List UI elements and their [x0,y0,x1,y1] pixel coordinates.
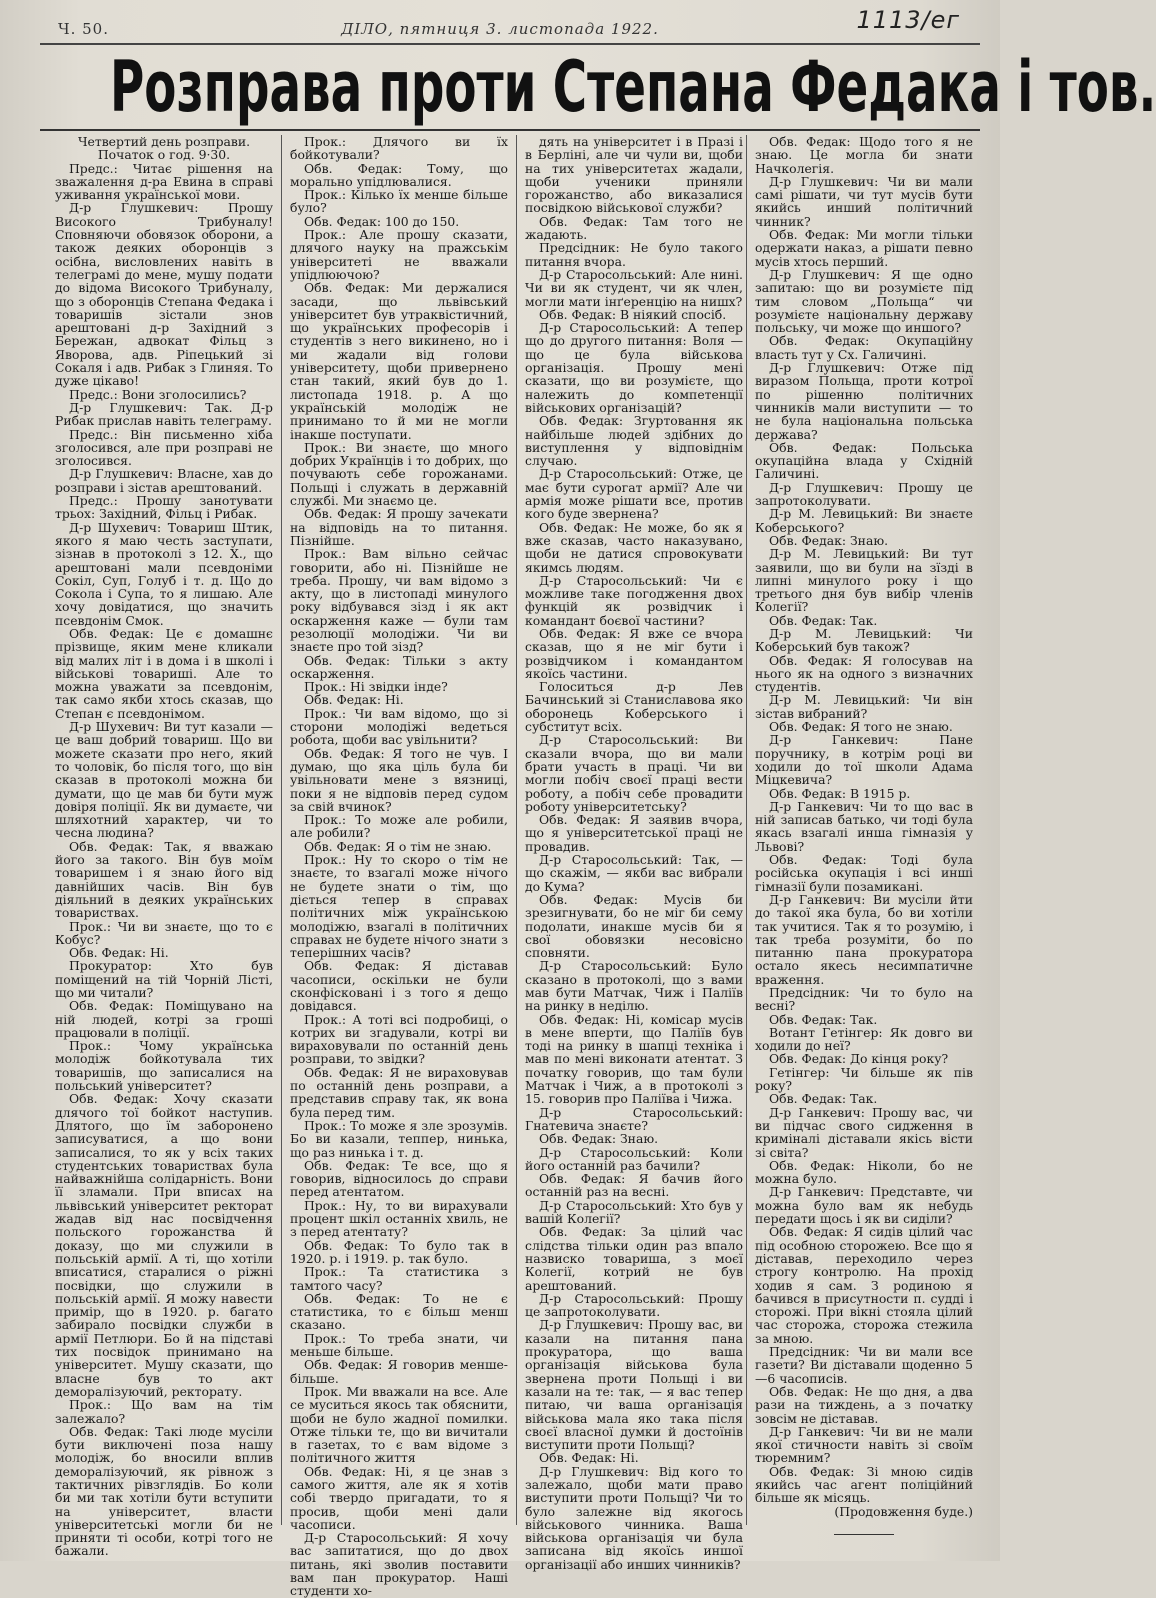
paragraph: Обв. Федак: Я о тім не знаю. [304,838,492,854]
paragraph: Д-р М. Левицький: Чи Коберський був також? [755,625,973,655]
column-divider [516,135,517,1525]
paragraph: Прок.: Длячого ви їх бойкотували? [290,134,508,163]
paragraph: Д-р Глушкевич: Прошу вас, ви казали на питання пана прокуратора, що ваша організація військова була звернена проти Польщі і ви казали на те: так, — я вас тепер питаю, чи ваша організація військова мала яко така після своєї власної думки й достоїнів виступити проти Польщі? [525,1317,743,1453]
paragraph: Прок.: Чи ви знаєте, що то є Кобус? [55,918,273,947]
paragraph: Обв. Федак: Так. [769,1011,878,1027]
paragraph: Обв. Федак: Знаю. [769,532,889,548]
paragraph: Д-р Глушкевич: Прошу Високого Трибуналу! Сповняючи обовязок оборони, а також деяких оборонців з осібна, висловлених навіть в телеграмі до мене, мушу подати до відома Високого Трибуналу, що з оборонців Степана Федака і товаришів зістали знов арештовані д-р Західний з Бережан, адвокат Фільц з Яворова, адв. Ріпецький зі Сокаля і адв. Рибак з Глиняя. То дуже цікаво! [55,200,273,389]
paragraph: Прок.: Чому українська молодіж бойкотувала тих товаришів, що записалися на польський університет? [55,1038,273,1094]
paragraph: Д-р М. Левицький: Чи він зістав вибраний? [755,692,973,721]
paragraph: Прок.: А тоті всі подробиці, о котрих ви згадували, котрі ви вираховували по останній день розправи, то звідки? [290,1011,508,1067]
paragraph: Д-р М. Левицький: Ви тут заявили, що ви були на зїзді в липні минулого року і що третього дня був вибір членів Колегії? [755,546,973,615]
paragraph: Д-р М. Левицький: Ви знаєте Коберського? [755,506,973,535]
article-headline: Розправа проти Степана Федака і тов. [110,46,1156,129]
paragraph: Д-р Глушкевич: Від кого то залежало, щоби мати право виступити проти Польщі? Чи то було залежне від якогось військового чинника. Ваша військова організація чи була записана від якоїсь иншої організації або инших чинників? [525,1463,743,1572]
top-divider [40,43,980,45]
paragraph: Обв. Федак: Я вже се вчора сказав, що я не міг бути і розвідчиком і командантом якоїсь частини. [525,625,743,681]
paragraph: Д-р Ганкевич: Чи ви не мали якої стичности навіть зі своїм тюремним? [755,1423,973,1466]
paragraph: Предс.: Він письменно хіба зголосився, але при розправі не зголосився. [55,426,273,469]
paragraph: Прок.: Ну то скоро о тім не знаєте, то взагалі може нічого не будете знати о тім, що діється тепер в справах політичних між українською молодіжю, взагалі в політичних справах не будете нічого знати з теперішних часів? [290,852,508,961]
paragraph: Обв. Федак: Хочу сказати длячого тої бойкот наступив. Длятого, що їм заборонено записуватися, а що вони записалися, то як у всіх таких студентських товариствах була найважнійша солідарність. Вони її зламали. При вписах на львівський університет ректорат жадав від нас посвідчення польского горожанства й доказу, що ми служили в польській армії. А ті, що хотіли вписатися, старалися о ріжні посвідки, що служили в польській армії. Я можу навести примір, що в 1920. р. багато забирало посвідки служби в армії Петлюри. Бо й на підставі тих посвідок принимано на університет. Мушу сказати, що власне був то акт деморалізуючий, ректорату. [55,1091,273,1399]
paragraph: Обв. Федак: Ні, я це знав з самого життя, але як я хотів собі твердо пригадати, то я просив, щоби мені дали часописи. [290,1463,508,1532]
column-3 [525,134,743,1572]
paragraph: Обв. Федак: Ні. [69,945,169,961]
paragraph: Д-р Глушкевич: Отже під виразом Польща, проти котрої по рішенню політичних чинників мали виступити — то не була національна польська держава? [755,360,973,442]
paragraph: Обв. Федак: Не що дня, а два рази на тиждень, а з початку зовсім не діставав. [755,1383,973,1426]
paragraph: Д-р Ганкевич: Пане поручнику, в котрім році ви ходили до тої школи Адама Міцкевича? [755,732,973,788]
paragraph: Обв. Федак: Так. [769,1091,878,1107]
paragraph: Обв. Федак: Я сидів цілий час під особною сторожею. Все що я діставав, переходило через строгу контролю. На прохід ходив я сам. З родиною я бачився в присутности п. судді і сторожі. При вікні стояла цілий час сторожа, сторожа стежила за мною. [755,1224,973,1346]
paragraph: Обв. Федак: Поміщувано на ній людей, котрі за гроші працювали в поліції. [55,998,273,1040]
paragraph: Обв. Федак: Зі мною сидів якийсь час агент поліційний більше як місяць. [755,1463,973,1506]
paragraph: Прокуратор: Хто був поміщений на тій Чорній Лісті, що ми читали? [55,958,273,1000]
column-1 [55,134,273,1559]
paragraph: Д-р Старосольський: А тепер що до другого питання: Воля — що це була військова організація. Прошу мені сказати, що ви розумієте, що належить до компетенції військових організацій? [525,320,743,415]
paragraph: (Продовження буде.) [834,1503,973,1519]
paragraph: Предсідник: Чи ви мали все газети? Ви діставали щоденно 5—6 часописів. [755,1344,973,1386]
paragraph: Д-р Старосольський: Але нині. Чи ви як студент, чи як член, могли мати інґеренцію на нишх? [525,266,743,309]
paragraph: Обв. Федак: Окупаційну власть тут у Сх. Галичині. [755,333,973,362]
paragraph: Голоситься д-р Лев Бачинський зі Станиславова яко оборонець Коберського і субститут всіх. [525,679,743,735]
paragraph: Обв. Федак: То не є статистика, то є більш менш сказано. [290,1290,508,1333]
paragraph: Обв. Федак: Я заявив вчора, що я університетської праці не провадив. [525,812,743,854]
paragraph: Прок.: Кілько їх менше більше було? [290,187,508,216]
headline-divider [40,129,980,131]
column-divider [746,135,747,1525]
paragraph: Обв. Федак: Я не вираховував по останній день розправи, а представив справу так, як вона була перед тим. [290,1064,508,1120]
paragraph: Прок.: Але прошу сказати, длячого науку на пражськім університеті не вважали упідлюючою? [290,227,508,282]
column-4 [755,135,973,1525]
paragraph: Предс.: Читає рішення на зважалення д-ра Евина в справі уживання української мови. [55,160,273,203]
paragraph: Обв. Федак: Ні. [539,1450,639,1466]
paragraph: Обв. Федак: Ні. [304,692,404,708]
paragraph: Д-р Глушкевич: Так. Д-р Рибак прислав навіть телеграму. [55,399,273,429]
paragraph: Д-р Ганкевич: Прошу вас, чи ви підчас свого сидження в криміналі діставали якісь вісти зі світа? [755,1104,973,1160]
paragraph: Обв. Федак: До кінця року? [769,1051,949,1067]
paragraph: Обв. Федак: Я діставав часописи, оскільки не були сконфіскованi і з того я дещо довідався. [290,958,508,1014]
paragraph: Прок.: Чи вам відомо, що зі сторони молодіжі ведеться робота, щоби вас увільнити? [290,705,508,748]
paragraph: Обв. Федак: Я говорив менше-більше. [290,1357,508,1386]
paragraph: дять на університет і в Празі і в Берліні, але чи чули ви, щоби на тих університетах жадали, щоби ученики приняли горожанство, або виказалися посвідкою військової служби? [525,134,743,216]
paragraph: Обв. Федак: Я того не чув. І думаю, що яка ціль була би увільновати мене з вязниці, поки я не відповів перед судом за свій вчинок? [290,745,508,814]
paragraph: Обв. Федак: Я прошу зачекати на відповідь на то питання. Пізнійше. [290,506,508,548]
paragraph: Обв. Федак: Знаю. [539,1131,659,1147]
paragraph: Обв. Федак: Такі люде мусіли бути виключені поза нашу молодіж, бо вносили вплив деморалізуючий, як рівнож з тактичних рівзглядів. Бо коли би ми так хотіли бути вступити на університет, власти університетські могли би не приняти ті особи, котрі того не бажали. [55,1423,273,1559]
paragraph: Прок.: Ні звідки інде? [304,679,448,695]
paragraph: Д-р Ганкевич: Представте, чи можна було вам як небудь передати щось і як ви сиділи? [755,1184,973,1227]
paragraph: Обв. Федак: Я голосував на нього як на одного з визначних студентів. [755,652,973,695]
paragraph: Обв. Федак: Ніколи, бо не можна було. [755,1157,973,1187]
paragraph: Предс.: Вони зголосились? [69,386,247,402]
paragraph: Прок.: Вам вільно сейчас говорити, або ні. Пізнійше не треба. Прошу, чи вам відомо з акту, що в листопаді минулого року відбувався зізд і як акт оскарження каже — були там резолюції молодіжи. Чи ви знаєте про той зізд? [290,546,508,655]
paragraph: Обв. Федак: 100 до 150. [304,213,460,229]
paragraph: Прок.: Що вам на тім залежало? [55,1397,273,1426]
paragraph: Д-р Старосольський: Так, — що скажім, — якби вас вибрали до Кума? [525,852,743,894]
paragraph: Д-р Глушкевич: Власне, хав до розправи і зістав арештований. [55,466,273,495]
paragraph: Прок. Ми вважали на все. Але се муситься якось так обяснити, щоби не було жадної помилки. Отже тільки те, що ви вичитали в газетах, то є вам відоме з політичного життя [290,1383,508,1466]
paragraph: Обв. Федак: Я того не знаю. [769,719,953,735]
paragraph: Предсідник: Не було такого питання вчора. [525,240,743,269]
paragraph: Прок.: Та статистика з тамтого часу? [290,1264,508,1293]
paragraph: Д-р Шухевич: Товариш Штик, якого я маю честь заступати, зізнав в протоколі з 12. X., що арештовані мали псевдоніми Сокіл, Суп, Голуб і т. д. Що до Сокола і Супа, то я лишаю. Але хочу довідатися, що значить псевдонім Смок. [55,519,273,628]
paragraph: Предс.: Прошу занотувати трьох: Західний, Фільц і Рибак. [55,493,273,522]
paragraph: Початок о год. 9·30. [97,147,231,163]
paragraph: Обв. Федак: Не може, бо як я вже сказав, часто наказувано, щоби не датися спровокувати якимсь людям. [525,519,743,575]
paragraph: Д-р Глушкевич: Я ще одно запитаю: що ви розумієте під тим словом „Польща“ чи розумієте національну державу польську, чи може що иншого? [755,266,973,336]
paragraph: Обв. Федак: Ми держалися засади, що львівський університет був утраквістичний, що українських професорів і студентів з него викинено, но і ми жадали від голови університету, щоби привернено стан такий, який був до 1. листопада 1918. р. А що українській молодіж не принимано то й ми не могли інакше поступати. [290,280,508,442]
paragraph: Обв. Федак: Ні, комісар мусів в мене вперти, що Паліїв був тоді на ринку в шапці техніка і мав по мені виконати атентат. З початку говорив, що там були Матчак і Чиж, а в протоколі з 15. говорив про Паліїва і Чижа. [525,1011,743,1107]
paragraph: Д-р Ганкевич: Ви мусіли йти до такої яка була, бо ви хотіли так учитися. Так я то розумію, і так треба розуміти, бо по питанню пана прокуратора остало якесь несимпатичне враження. [755,891,973,987]
paragraph: Четвертий день розправи. [77,134,251,149]
paragraph: Обв. Федак: Польська окупаційна влада у Східній Галичині. [755,439,973,482]
column-2 [290,134,508,1598]
paragraph: Д-р Старосольський: Гнатевича знаєте? [525,1104,743,1133]
paragraph: Обв. Федак: Там того не жадають. [525,213,743,243]
paragraph: Обв. Федак: Згуртовання як найбільше людей здібних до виступлення у відповіднім случаю. [525,413,743,469]
paragraph: Обв. Федак: Мусів би зрезигнувати, бо не міг би сему подолати, инакше мусів би я свої обовязки несовісно сповняти. [525,891,743,961]
paragraph: Д-р Глушкевич: Прошу це запротоколувати. [755,479,973,509]
paragraph: Д-р Глушкевич: Чи ви мали самі рішати, чи тут мусів бути якийсь инший політичний чинник? [755,173,973,229]
handwritten-mark: 1113/ег [856,6,960,34]
paragraph: Д-р Старосольський: Отже, це має бути сурогат армії? Але чи армія може рішати все, против кого буде звернена? [525,466,743,522]
running-head [0,6,1000,42]
paragraph: Обв. Федак: Ми могли тільки одержати наказ, а рішати певно мусів хтось перший. [755,227,973,269]
paragraph: Прок.: То може я зле зрозумів. Бо ви казали, теппер, нинька, що раз нинька і т. д. [290,1117,508,1160]
paragraph: Д-р Старосольський: Ви сказали вчора, що ви мали брати участь в праці. Чи ви могли побіч своєї праці вести роботу, а побіч себе провадити роботу університетську? [525,732,743,814]
paragraph: Д-р Старосольський: Прошу це запротоколувати. [525,1290,743,1320]
paragraph: Обв. Федак: Щодо того я не знаю. Це могла би знати Начколегія. [755,134,973,176]
paragraph: Прок.: То треба знати, чи меньше більше. [290,1330,508,1360]
newspaper-title-line: ДІЛО, пятниця 3. листопада 1922. [341,20,659,38]
paragraph: Предсідник: Чи то було на весні? [755,985,973,1014]
paragraph: Прок.: Ви знаєте, що много добрих Українців і то добрих, що почувають себе горожанами. Польщі і служать в державній службі. Ми знаємо це. [290,439,508,509]
paragraph: Обв. Федак: В ніякий спосіб. [539,306,727,322]
paragraph: Обв. Федак: Тільки з акту оскарження. [290,652,508,681]
column-divider [281,135,282,1525]
paragraph: Обв. Федак: То було так в 1920. р. і 1919. р. так було. [290,1237,508,1266]
paragraph: Д-р Старосольський: Коли його останній раз бачили? [525,1144,743,1173]
paragraph: Гетінгер: Чи більше як пів року? [755,1064,973,1094]
paragraph: Обв. Федак: Я бачив його останній раз на весні. [525,1171,743,1200]
paragraph: Д-р Шухевич: Ви тут казали — це ваш добрий товариш. Що ви можете сказати про него, який то чоловік, бо після того, що він сказав в протоколі можна би думати, що це мав би бути муж довіря поліції. Як ви думаєте, чи шляхотний характер, чи то чесна людина? [55,719,273,841]
paragraph: Д-р Старосольський: Чи є можливе таке погодження двох функцій як розвідчик і командант боєвої частини? [525,572,743,628]
paragraph: Прок.: Ну, то ви вирахували процент шкіл останніх хвиль, не з перед атентату? [290,1197,508,1240]
paragraph: Д-р Ганкевич: Чи то що вас в ній записав батько, чи тоді була якась взагалі инша гімназія у Львові? [755,798,973,854]
paragraph: Д-р Старосольський: Хто був у вашій Колегії? [525,1197,743,1227]
paragraph: Обв. Федак: Так, я вважаю його за такого. Він був моїм товаришем і я знаю його від давнійших часів. Він був діяльний в деяких українських товариствах. [55,838,273,921]
paragraph: Обв. Федак: В 1915 р. [769,785,911,801]
paragraph: Обв. Федак: За цілий час слідства тільки один раз впало назвиско товариша, з моєї Колегії, котрий не був арештований. [525,1224,743,1293]
paragraph: Обв. Федак: Тому, що морально упідлювалися. [290,160,508,189]
paragraph: Обв. Федак: Так. [769,612,878,628]
paragraph: Обв. Федак: Те все, що я говорив, відносилось до справи перед атентатом. [290,1157,508,1200]
paragraph: Обв. Федак: Тоді була російська окупація і всі инші гімназії були позамикані. [755,852,973,894]
paragraph: Д-р Старосольський: Я хочу вас запитатися, що до двох питань, які зволив поставити вам пан прокуратор. Наші студенти хо- [290,1530,508,1598]
article-columns [40,134,980,1598]
page-number: Ч. 50. [58,20,109,38]
paragraph: Обв. Федак: Це є домашнє прізвище, яким мене кликали від малих літ і в дома і в школі і військові товариші. Але то можна уважати за псевдонім, так само якби хтось сказав, що Степан є псевдонімом. [55,625,273,721]
paragraph: Д-р Старосольський: Було сказано в протоколі, що з вами мав бути Матчак, Чиж і Паліїв на ринку в неділю. [525,958,743,1014]
paragraph: Вотант Гетінгер: Як довго ви ходили до неї? [755,1024,973,1054]
end-rule [834,1534,894,1535]
paragraph: Прок.: То може але робили, але робили? [290,812,508,841]
